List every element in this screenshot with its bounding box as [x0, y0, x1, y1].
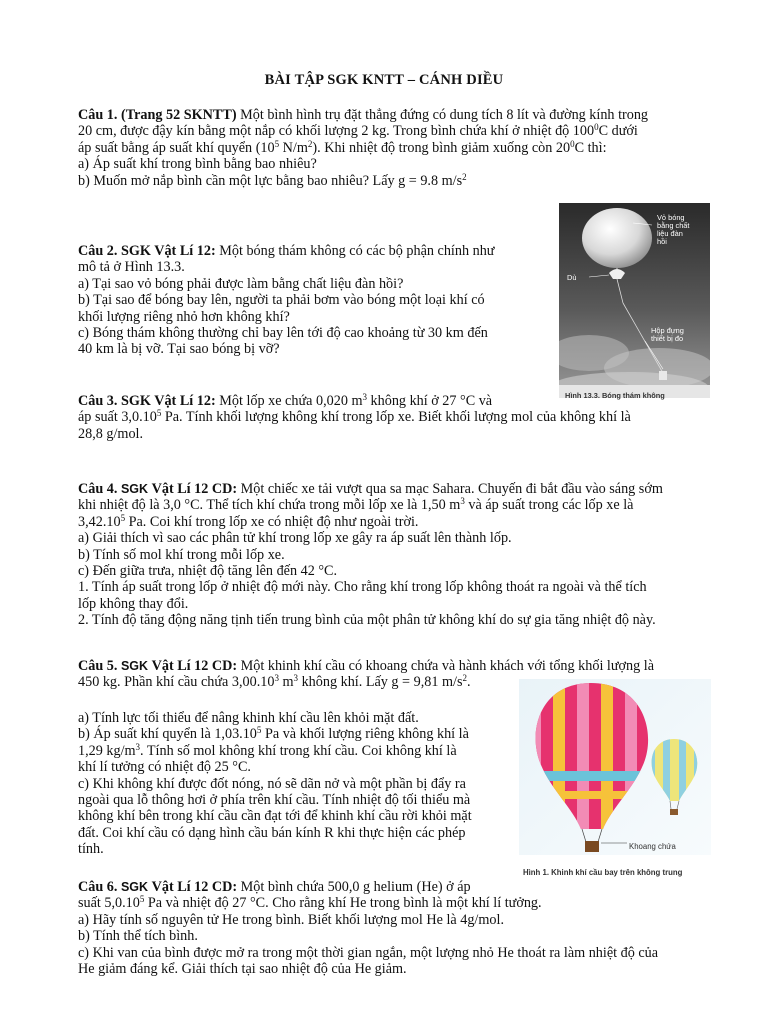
question-text: 28,8 g/mol. — [78, 425, 144, 442]
superscript: 2 — [462, 673, 467, 684]
question-6 — [78, 879, 709, 977]
sub-question-b: khối lượng riêng nhỏ hơn không khí? — [78, 308, 290, 325]
question-text: suất 5,0.10 — [78, 895, 140, 912]
sub-question-b: Pa và khối lượng riêng không khí là — [261, 726, 469, 743]
superscript: 5 — [274, 138, 280, 149]
question-text: Một bình chứa 500,0 g helium (He) ở áp — [240, 879, 471, 895]
sub-question-c1: 1. Tính áp suất trong lốp ở nhiệt độ mới này. Cho rằng khí trong lốp không thoát ra ngoài và thể tích — [78, 579, 647, 596]
balloon-label-box: Hộp đựng thiết bị đo — [651, 326, 684, 343]
superscript: 5 — [256, 725, 262, 736]
sub-question-b: b) Áp suất khí quyển là 1,03.10 — [78, 726, 257, 743]
superscript: 5 — [156, 408, 162, 419]
figure-caption: Hình 13.3. Bóng thám không — [565, 391, 665, 400]
sub-question-b: b) Muốn mở nắp bình cần một lực bằng bao nhiêu? Lấy g = 9.8 m/s — [78, 172, 463, 189]
question-text: ). Khi nhiệt độ trong bình giảm xuống còn 20 — [312, 139, 571, 156]
question-text: m — [278, 674, 294, 691]
sub-question-b: . Tính số mol không khí trong khí cầu. Coi không khí là — [140, 742, 457, 759]
sub-question-c1: lốp không thay đổi. — [78, 595, 189, 612]
sub-question-a: a) Tại sao vỏ bóng phải được làm bằng chất liệu đàn hồi? — [78, 275, 404, 292]
question-4 — [78, 481, 709, 629]
sub-question-b: b) Tính thể tích bình. — [78, 928, 198, 945]
superscript: 3 — [293, 673, 299, 684]
sub-question-a: a) Giải thích vì sao các phân tử khí trong lốp xe gây ra áp suất lên thành lốp. — [78, 530, 512, 547]
question-text: C thì: — [574, 139, 607, 156]
superscript: 0 — [570, 138, 575, 149]
sub-question-c2: 2. Tính độ tăng động năng tịnh tiến trung bình của một phân tử không khí do sự gia tăng nhiệt độ này. — [78, 612, 656, 629]
weather-balloon-figure — [559, 203, 710, 398]
balloon-label-parachute: Dù — [567, 273, 577, 282]
question-text: C dưới — [598, 123, 638, 140]
sub-question-a: a) Hãy tính số nguyên tử He trong bình. Biết khối lượng mol He là 4g/mol. — [78, 911, 504, 928]
question-label: Câu 5. — [78, 658, 118, 674]
superscript: 3 — [460, 496, 465, 507]
question-text: Pa. Tính khối lượng không khí trong lốp xe. Biết khối lượng mol của không khí là — [161, 409, 631, 426]
question-text: không khí. Lấy g = 9,81 m/s — [298, 674, 463, 691]
question-text: 3,42.10 — [78, 513, 121, 530]
question-text: không khí ở 27 °C và — [367, 393, 493, 409]
question-text: mô tả ở Hình 13.3. — [78, 259, 185, 276]
sub-question-a: a) Tính lực tối thiểu để nâng khinh khí cầu lên khỏi mặt đất. — [78, 710, 419, 726]
sub-question-b: khí lí tưởng có nhiệt độ 25 °C. — [78, 759, 251, 776]
question-label: Câu 3. — [78, 393, 118, 409]
question-1 — [78, 107, 709, 189]
question-text: Một khinh khí cầu có khoang chứa và hành khách với tổng khối lượng là — [240, 658, 655, 674]
question-text: Pa và nhiệt độ 27 °C. Cho rằng khí He trong bình là một khí lí tưởng. — [144, 895, 542, 912]
question-sgk: SGK — [120, 482, 149, 496]
question-text: Một chiếc xe tải vượt qua sa mạc Sahara. Chuyến đi bắt đầu vào sáng sớm — [240, 481, 663, 497]
question-text: 20 cm, được đậy kín bằng một nắp có khối lượng 2 kg. Trong bình chứa khí ở nhiệt độ 100 — [78, 123, 595, 140]
sub-question-c: c) Đến giữa trưa, nhiệt độ tăng lên đến 42 °C. — [78, 563, 338, 580]
superscript: 5 — [139, 894, 145, 905]
sub-question-c: c) Khi van của bình được mở ra trong một thời gian ngắn, một lượng nhỏ He thoát ra làm nhiệt độ của — [78, 944, 659, 961]
question-text: và áp suất trong các lốp xe là — [464, 497, 634, 514]
question-text: khi nhiệt độ là 3,0 °C. Thể tích khí chứa trong mỗi lốp xe là 1,50 m — [78, 497, 461, 514]
question-source: Vật Lí 12 CD: — [151, 481, 238, 497]
question-text: áp suất bằng áp suất khí quyển (10 — [78, 139, 275, 156]
question-text: Pa. Coi khí trong lốp xe có nhiệt độ như ngoài trời. — [125, 513, 419, 530]
question-source: SGK Vật Lí 12: — [120, 393, 216, 409]
question-sgk: SGK — [120, 659, 149, 673]
hot-air-balloon-figure — [519, 679, 711, 878]
question-label: Câu 6. — [78, 879, 118, 895]
question-text: Một bóng thám không có các bộ phận chính như — [219, 243, 495, 259]
sub-question-c: không khí bên trong khí cầu cần đạt tới để khinh khí cầu rời khỏi mặt — [78, 808, 472, 825]
question-source: Vật Lí 12 CD: — [151, 879, 238, 895]
page-title: BÀI TẬP SGK KNTT – CÁNH DIỀU — [264, 72, 504, 88]
superscript: 0 — [594, 122, 599, 133]
balloon-label-basket: Khoang chứa — [629, 842, 676, 851]
figure-caption: Hình 1. Khinh khí cầu bay trên không trung — [523, 868, 683, 877]
question-2 — [78, 243, 543, 358]
superscript: 3 — [274, 673, 279, 684]
question-text: 450 kg. Phần khí cầu chứa 3,00.10 — [78, 674, 275, 691]
question-label: Câu 2. — [78, 243, 118, 259]
question-text: Một lốp xe chứa 0,020 m — [219, 393, 363, 409]
superscript: 3 — [135, 741, 141, 752]
sub-question-c: c) Khi không khí được đốt nóng, nó sẽ dãn nở và một phần bị đẩy ra — [78, 775, 466, 792]
sub-question-c: c) Bóng thám không thường chỉ bay lên tới độ cao khoảng từ 30 km đến — [78, 325, 488, 342]
question-3 — [78, 393, 709, 442]
question-text: N/m — [279, 139, 308, 156]
sub-question-c: 40 km là bị vỡ. Tại sao bóng bị vỡ? — [78, 341, 280, 358]
sub-question-a: a) Áp suất khí trong bình bằng bao nhiêu? — [78, 156, 317, 173]
sub-question-c: đất. Coi khí cầu có dạng hình cầu bán kính R khi thực hiện các phép — [78, 824, 466, 841]
question-label: Câu 4. — [78, 481, 118, 497]
superscript: 2 — [307, 138, 313, 149]
question-text: . — [466, 674, 471, 691]
question-label: Câu 1. — [78, 107, 118, 123]
sub-question-b: b) Tại sao để bóng bay lên, người ta phải bơm vào bóng một loại khí có — [78, 292, 485, 309]
question-source: (Trang 52 SKNTT) — [120, 107, 237, 123]
sub-question-b: 1,29 kg/m — [78, 742, 136, 759]
question-text: áp suất 3,0.10 — [78, 409, 157, 426]
superscript: 2 — [462, 171, 467, 182]
sub-question-b: b) Tính số mol khí trong mỗi lốp xe. — [78, 546, 285, 563]
question-source: Vật Lí 12 CD: — [151, 658, 238, 674]
sub-question-c: tính. — [78, 841, 104, 858]
question-source: SGK Vật Lí 12: — [120, 243, 216, 259]
hot-air-balloon-illustration — [519, 679, 711, 878]
question-text: Một bình hình trụ đặt thẳng đứng có dung tích 8 lít và đường kính trong — [240, 107, 649, 123]
superscript: 5 — [120, 512, 126, 523]
superscript: 3 — [362, 392, 367, 402]
question-5 — [78, 658, 709, 691]
question-sgk: SGK — [120, 880, 149, 894]
sub-question-c: He giảm đáng kể. Giải thích tại sao nhiệt độ của He giảm. — [78, 961, 407, 978]
sub-question-c: ngoài qua lỗ thông hơi ở phía trên khí cầu. Tính nhiệt độ tối thiểu mà — [78, 792, 471, 809]
balloon-label-shell: Vỏ bóng bằng chất liệu đàn hồi — [657, 213, 690, 246]
question-5-parts — [78, 710, 506, 858]
